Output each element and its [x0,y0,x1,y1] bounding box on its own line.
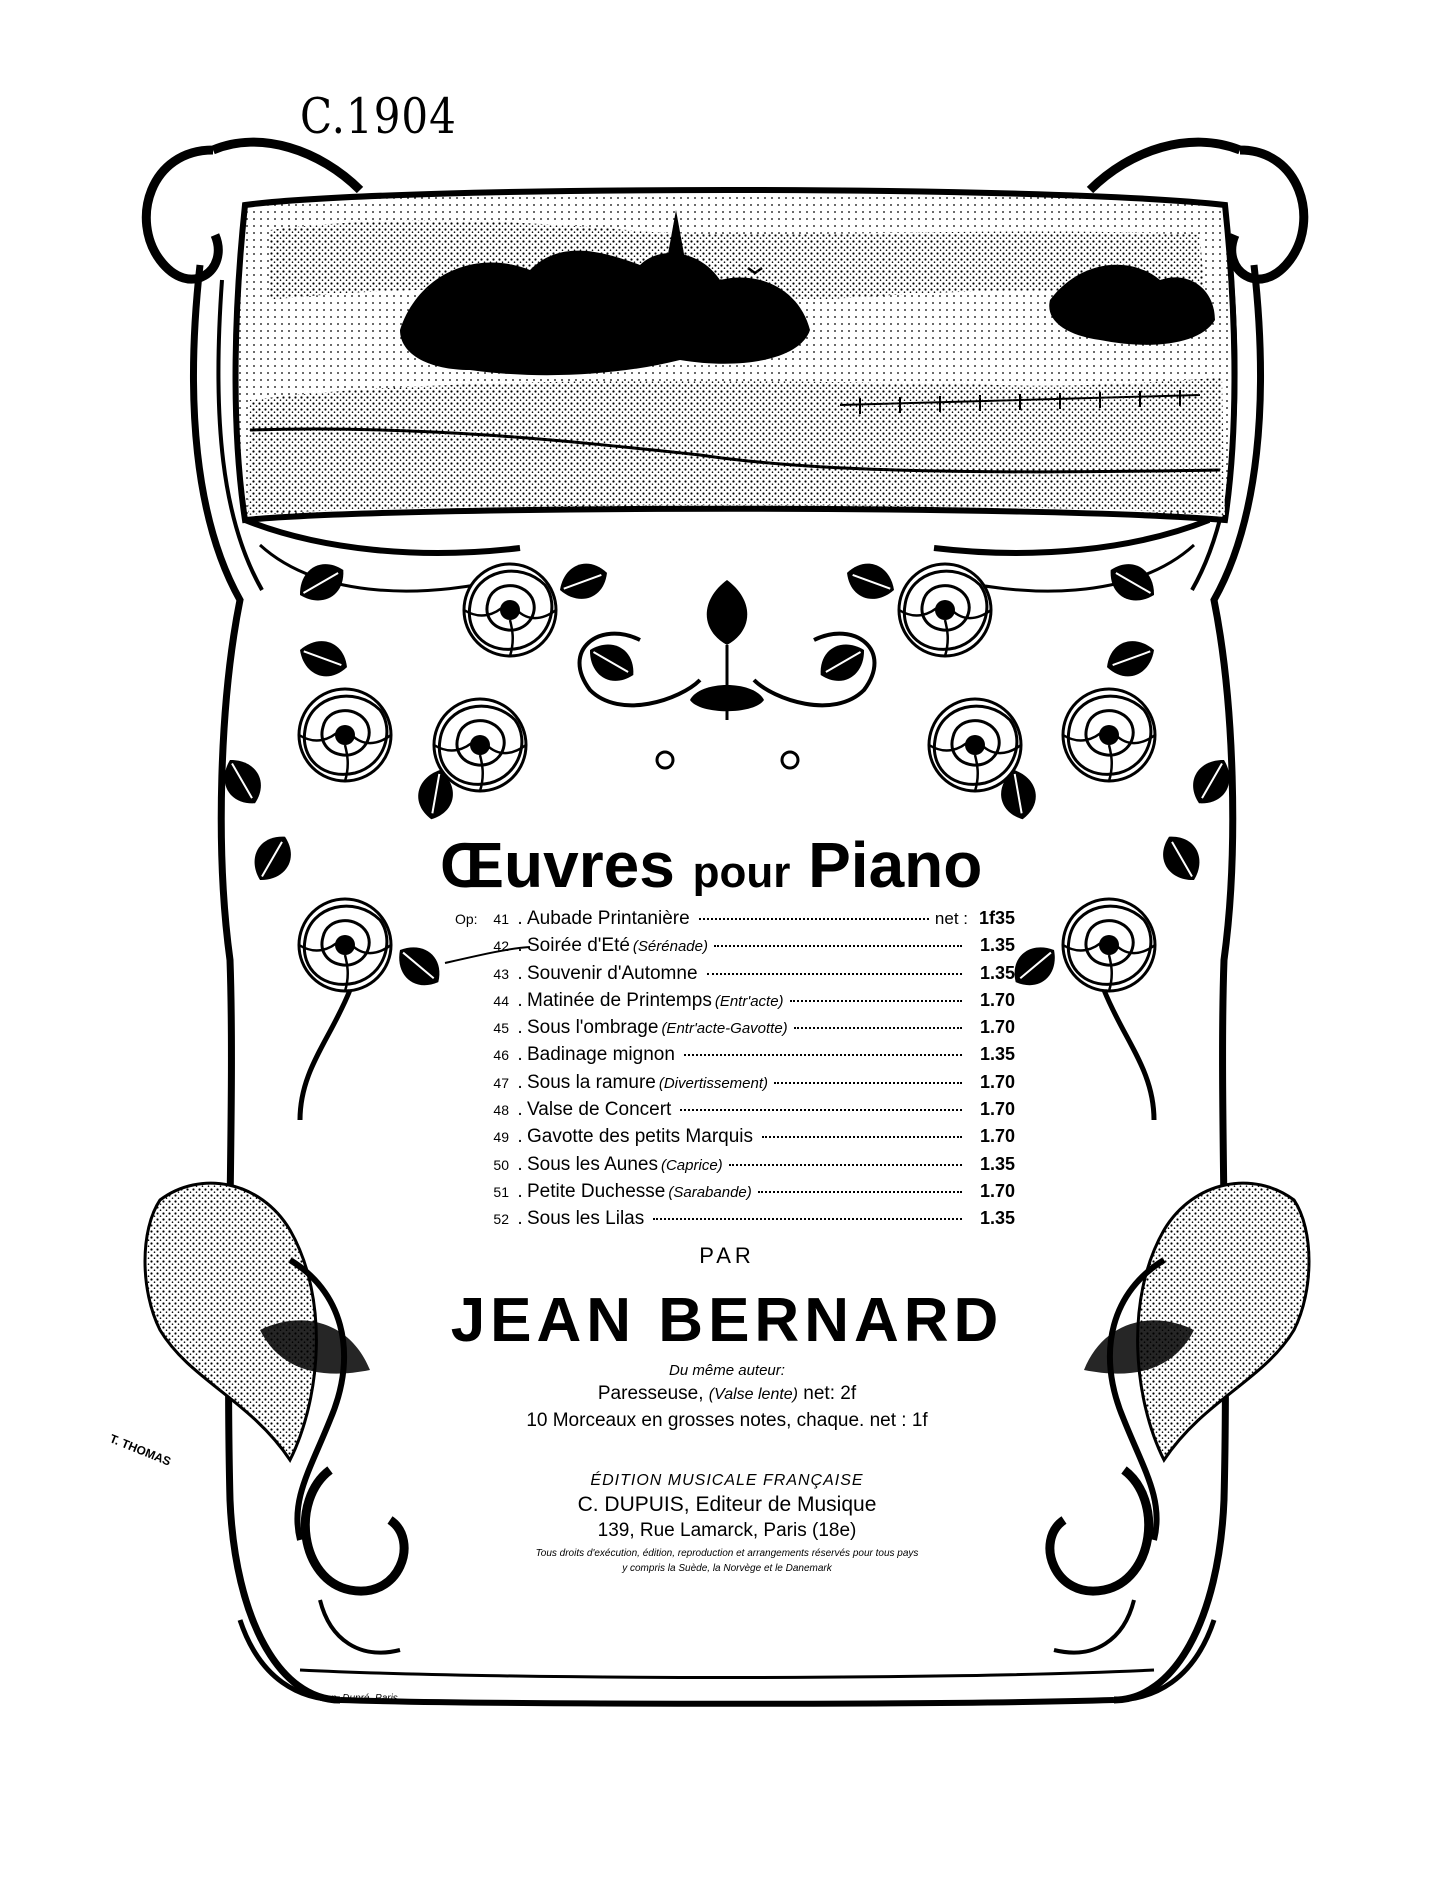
work-title: Sous les Aunes [527,1153,658,1175]
separator: . [517,1044,523,1066]
work-row [455,1208,1015,1235]
op-number: 52 [493,1211,509,1228]
work-row [455,1099,1015,1126]
work-row [455,1072,1015,1099]
op-number: 46 [493,1047,509,1064]
separator: . [517,908,523,929]
work-row [455,935,1015,962]
work-row [455,1154,1015,1181]
editor-name: C. DUPUIS, Editeur de Musique [577,1493,877,1516]
leader-dots [680,1109,962,1111]
op-number: 48 [493,1102,509,1119]
op-number: 45 [493,1020,509,1037]
work-price: 1.70 [979,1099,1015,1120]
title-oeuvres: Œuvres [440,829,675,901]
par-label: PAR [699,1243,755,1268]
composer-name: JEAN BERNARD [450,1286,1004,1355]
du-meme-auteur: Du même auteur: [669,1362,785,1379]
work-row [455,1017,1015,1044]
work-price: 1.70 [979,1180,1015,1201]
op-number: 43 [493,965,509,982]
work-subtitle: (Entr'acte) [714,992,784,1010]
artist-signature: T. THOMAS [107,1431,173,1469]
work-price: 1.70 [979,1017,1015,1038]
work-price: 1.70 [979,1071,1015,1092]
leader-dots [707,973,962,975]
work-price: 1.35 [979,1208,1015,1229]
leader-dots [794,1027,962,1029]
title-piano: Piano [808,829,983,901]
work-row [455,963,1015,990]
rights-notice-2: y compris la Suède, la Norvège et le Danemark [622,1563,832,1574]
work-subtitle: (Sérénade) [632,938,708,956]
work-price: 1f35 [978,908,1015,928]
separator: . [517,1153,523,1175]
work-title: Gavotte des petits Marquis [527,1126,753,1148]
other-work-1-subtitle: (Valse lente) [708,1386,799,1403]
work-row [455,908,1015,935]
separator: . [517,1208,523,1230]
other-work-1 [0,1383,1454,1405]
separator: . [517,1071,523,1093]
library-shelf-mark: C.1904 [300,88,457,145]
leader-dots [762,1136,962,1138]
work-subtitle: (Divertissement) [658,1074,769,1092]
work-title: Sous la ramure [527,1071,656,1093]
rights-notice-1: Tous droits d'exécution, édition, reproduction et arrangements réservés pour tous pays [535,1548,919,1559]
work-subtitle: (Sarabande) [668,1183,752,1201]
work-price: 1.35 [979,1044,1015,1065]
work-title: Petite Duchesse [527,1180,666,1202]
leader-dots [790,1000,962,1002]
other-work-2: 10 Morceaux en grosses notes, chaque. net : 1f [526,1410,928,1431]
work-title: Sous les Lilas [527,1208,645,1230]
editor-address: 139, Rue Lamarck, Paris (18e) [597,1520,857,1541]
leader-dots [684,1054,962,1056]
separator: . [517,1017,523,1039]
collection-title [440,828,1060,902]
op-label: Op: [455,911,478,927]
printer-credit: Imp. Dupré, Paris [320,1693,398,1704]
works-list [455,908,1015,1236]
separator: . [517,935,523,957]
work-subtitle: (Caprice) [660,1156,723,1174]
work-title: Valse de Concert [527,1099,672,1121]
op-number: 49 [493,1129,509,1146]
work-title: Souvenir d'Automne [527,962,698,984]
leader-dots [729,1164,962,1166]
op-number: 44 [493,992,509,1009]
leader-dots [758,1191,962,1193]
op-number: 42 [493,938,509,955]
work-price: 1.35 [979,935,1015,956]
other-work-1-price: net: 2f [803,1383,857,1404]
op-number: 51 [493,1183,509,1200]
work-row [455,1126,1015,1153]
separator: . [517,989,523,1011]
op-number: 47 [493,1074,509,1091]
leader-dots [774,1082,962,1084]
work-price: 1.70 [979,1126,1015,1147]
work-price: 1.35 [979,962,1015,983]
op-number: 50 [493,1156,509,1173]
work-title: Soirée d'Eté [527,935,630,957]
work-net-label: net : [934,909,968,928]
work-title: Badinage mignon [527,1044,675,1066]
work-price: 1.35 [979,1153,1015,1174]
work-title: Matinée de Printemps [527,989,712,1011]
work-row [455,1044,1015,1071]
separator: . [517,962,523,984]
separator: . [517,1126,523,1148]
work-title: Sous l'ombrage [527,1017,659,1039]
separator: . [517,1180,523,1202]
other-work-1-title: Paresseuse, [597,1383,704,1404]
edition-label: ÉDITION MUSICALE FRANÇAISE [590,1472,864,1489]
work-title: Aubade Printanière [527,908,690,929]
work-row [455,990,1015,1017]
leader-dots [653,1218,962,1220]
title-pour: pour [692,848,791,897]
work-price: 1.70 [979,989,1015,1010]
separator: . [517,1099,523,1121]
work-subtitle: (Entr'acte-Gavotte) [661,1020,788,1038]
leader-dots [714,945,962,947]
op-number: 41 [493,911,509,927]
leader-dots [699,918,929,920]
work-row [455,1181,1015,1208]
